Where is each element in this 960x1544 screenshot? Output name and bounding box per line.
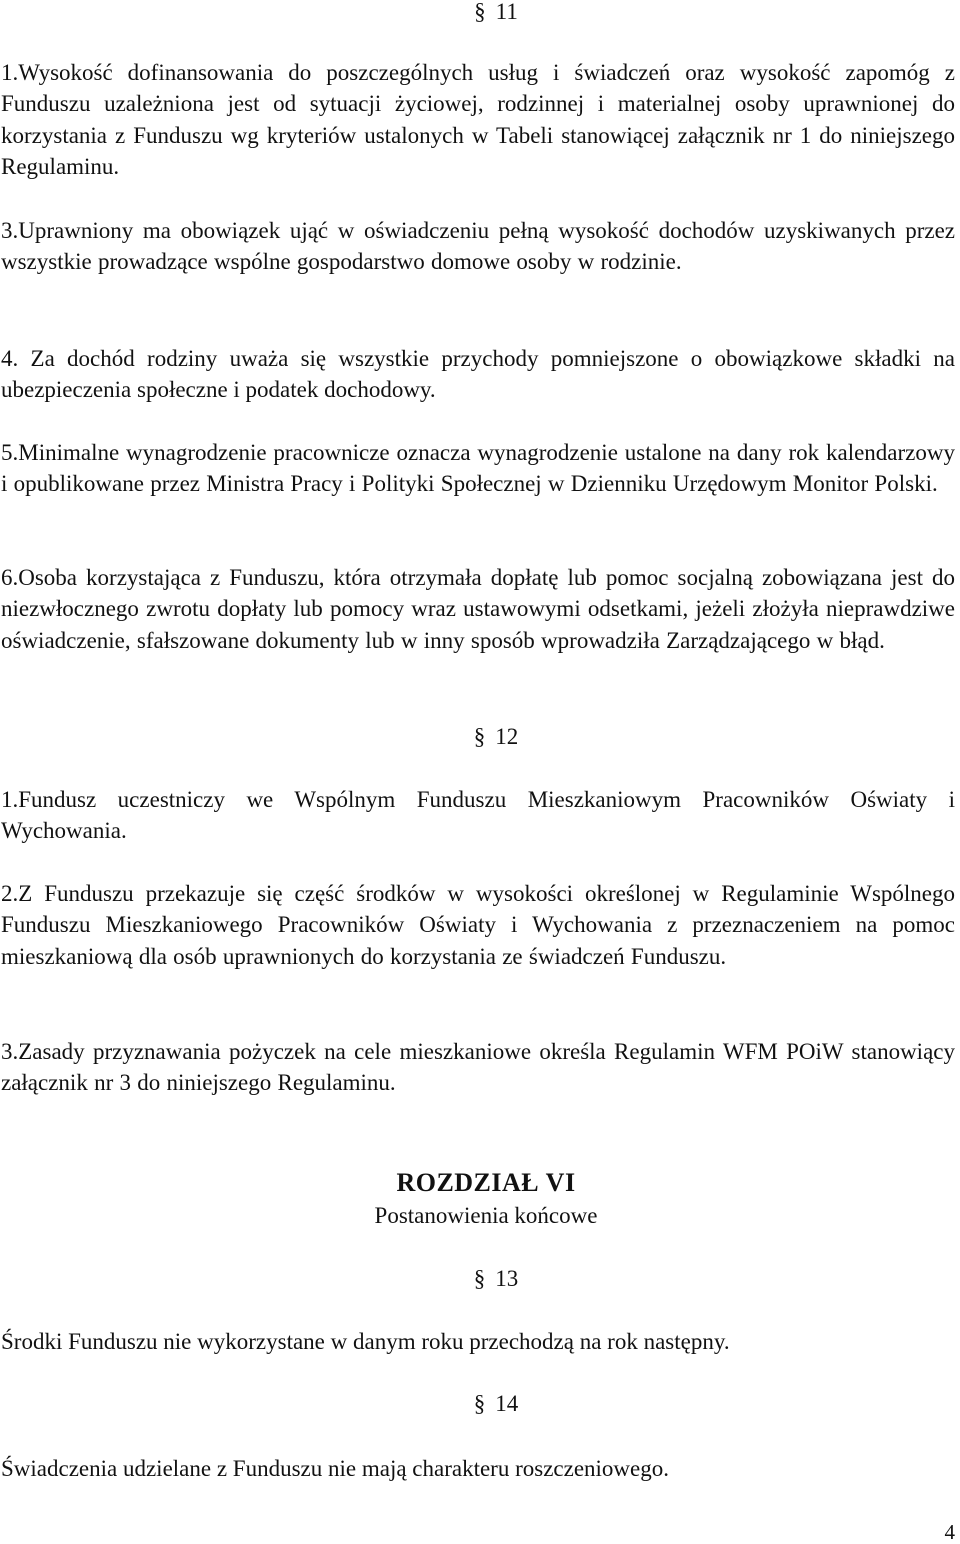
paragraph-12-2: 2.Z Funduszu przekazuje się część środków w wysokości określonej w Regulaminie Wspólnego Funduszu Mieszkaniowego Pracowników Oświaty i Wychowania z przeznaczeniem na pomoc mieszkaniową dla osób uprawnionych do korzystania ze świadczeń Funduszu.: [1, 881, 955, 969]
paragraph-12-1: 1.Fundusz uczestniczy we Wspólnym Funduszu Mieszkaniowym Pracowników Oświaty i Wychowania.: [1, 787, 955, 844]
paragraph-14: Świadczenia udzielane z Funduszu nie mają charakteru roszczeniowego.: [1, 1456, 669, 1481]
page-number: 4: [944, 1520, 955, 1544]
paragraph-11-4: 4. Za dochód rodziny uważa się wszystkie przychody pomniejszone o obowiązkowe składki na ubezpieczenia społeczne i podatek dochodowy.: [1, 346, 955, 403]
section-number: 13: [495, 1266, 519, 1291]
section-heading-14: [0, 1388, 960, 1419]
chapter-title: ROZDZIAŁ VI: [396, 1168, 576, 1197]
paragraph-12-3: 3.Zasady przyznawania pożyczek na cele mieszkaniowe określa Regulamin WFM POiW stanowiący załącznik nr 3 do niniejszego Regulaminu.: [1, 1039, 955, 1096]
paragraph-13: Środki Funduszu nie wykorzystane w danym roku przechodzą na rok następny.: [1, 1329, 730, 1354]
section-sign: §: [474, 0, 486, 24]
paragraph-11-6: 6.Osoba korzystająca z Funduszu, która otrzymała dopłatę lub pomoc socjalną zobowiązana jest do niezwłocznego zwrotu dopłaty lub pomocy wraz ustawowymi odsetkami, jeżeli złożyła nieprawdziwe oświadczenie, sfałszowane dokumenty lub w inny sposób wprowadziła Zarządzającego w błąd.: [1, 565, 955, 653]
section-heading-11: [0, 0, 960, 27]
paragraph-11-5: 5.Minimalne wynagrodzenie pracownicze oznacza wynagrodzenie ustalone na dany rok kalendarzowy i opublikowane przez Ministra Pracy i Polityki Społecznej w Dzienniku Urzędowym Monitor Polski.: [1, 440, 955, 497]
paragraph-11-1: 1.Wysokość dofinansowania do poszczególnych usług i świadczeń oraz wysokość zapomóg z Funduszu uzależniona jest od sytuacji życiowej, rodzinnej i materialnej osoby uprawnionej do korzystania z Funduszu wg kryteriów ustalonych w Tabeli stanowiącej załącznik nr 1 do niniejszego Regulaminu.: [1, 60, 955, 180]
section-number: 14: [495, 1391, 519, 1416]
section-heading-13: [0, 1263, 960, 1294]
section-sign: §: [473, 724, 486, 749]
section-sign: §: [473, 1391, 486, 1416]
section-number: 11: [495, 0, 518, 24]
section-number: 12: [495, 724, 519, 749]
section-sign: §: [473, 1266, 486, 1291]
section-heading-12: [0, 721, 960, 752]
chapter-subtitle: Postanowienia końcowe: [374, 1203, 598, 1228]
paragraph-11-3: 3.Uprawniony ma obowiązek ująć w oświadczeniu pełną wysokość dochodów uzyskiwanych przez wszystkie prowadzące wspólne gospodarstwo domowe osoby w rodzinie.: [1, 218, 955, 275]
